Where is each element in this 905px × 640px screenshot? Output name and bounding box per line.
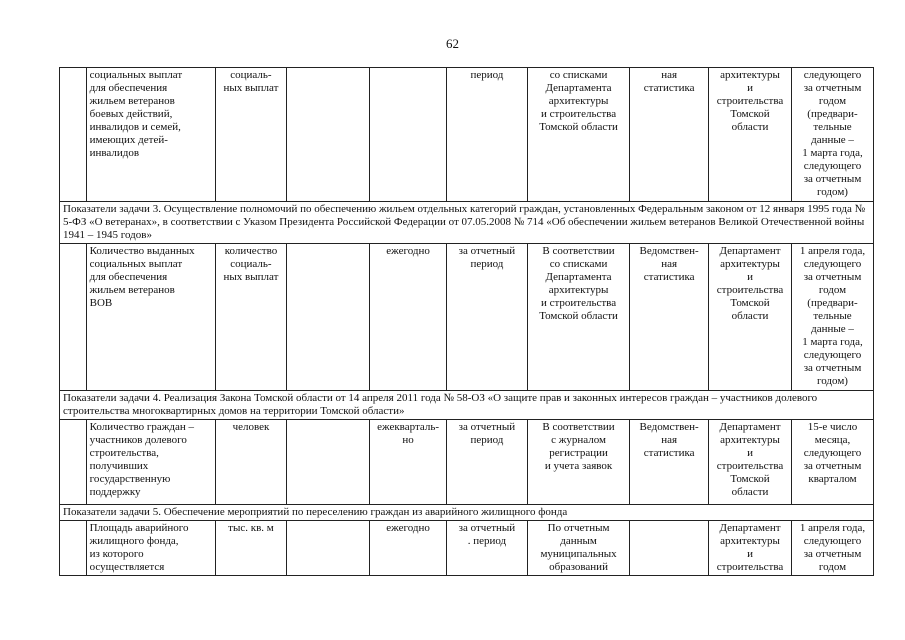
unit-cell: тыс. кв. м <box>215 521 287 576</box>
row-number-cell <box>60 420 87 505</box>
deadline-cell: 1 апреля года, следующего за отчетным годом <box>791 521 873 576</box>
data-source-cell <box>630 521 709 576</box>
frequency-cell <box>370 68 447 202</box>
section-row <box>60 391 874 420</box>
responsible-cell: Департамент архитектуры и строительства <box>709 521 792 576</box>
page-number: 62 <box>446 36 459 51</box>
algorithm-cell <box>287 68 370 202</box>
frequency-cell: ежегодно <box>370 521 447 576</box>
time-characteristic-cell: период <box>446 68 527 202</box>
section-row <box>60 202 874 244</box>
data-source-cell: Ведомствен- ная статистика <box>630 420 709 505</box>
indicators-table <box>59 67 874 576</box>
data-source-cell: Ведомствен- ная статистика <box>630 244 709 391</box>
deadline-cell: следующего за отчетным годом (предвари- тельные данные – 1 марта года, следующего за отчетным годом) <box>791 68 873 202</box>
method-cell: со списками Департамента архитектуры и строительства Томской области <box>527 68 629 202</box>
method-cell: По отчетным данным муниципальных образований <box>527 521 629 576</box>
frequency-cell: ежекварталь- но <box>370 420 447 505</box>
table-row <box>60 244 874 391</box>
frequency-cell: ежегодно <box>370 244 447 391</box>
row-number-cell <box>60 244 87 391</box>
section-heading-task-4: Показатели задачи 4. Реализация Закона Томской области от 14 апреля 2011 года № 58-ОЗ «О защите прав и законных интересов граждан – участников долевого строительства многоквартирных домов на территории Томской области» <box>60 391 874 420</box>
deadline-cell: 15-е число месяца, следующего за отчетным кварталом <box>791 420 873 505</box>
indicator-name-cell: Количество граждан – участников долевого строительства, получивших государственную поддержку <box>86 420 215 505</box>
algorithm-cell <box>287 244 370 391</box>
time-characteristic-cell: за отчетный период <box>446 420 527 505</box>
indicator-name-cell: Площадь аварийного жилищного фонда, из которого осуществляется <box>86 521 215 576</box>
table-row <box>60 420 874 505</box>
algorithm-cell <box>287 521 370 576</box>
responsible-cell: Департамент архитектуры и строительства Томской области <box>709 244 792 391</box>
time-characteristic-cell: за отчетный . период <box>446 521 527 576</box>
section-row <box>60 505 874 521</box>
algorithm-cell <box>287 420 370 505</box>
responsible-cell: архитектуры и строительства Томской области <box>709 68 792 202</box>
indicator-name-cell: Количество выданных социальных выплат для обеспечения жильем ветеранов ВОВ <box>86 244 215 391</box>
time-characteristic-cell: за отчетный период <box>446 244 527 391</box>
unit-cell: количество социаль- ных выплат <box>215 244 287 391</box>
table-row <box>60 68 874 202</box>
unit-cell: социаль- ных выплат <box>215 68 287 202</box>
row-number-cell <box>60 521 87 576</box>
section-heading-task-3: Показатели задачи 3. Осуществление полномочий по обеспечению жильем отдельных категорий граждан, установленных Федеральным законом от 12 января 1995 года № 5-ФЗ «О ветеранах», в соответствии с Указом Президента Российской Федерации от 07.05.2008 № 714 «Об обеспечении жильем ветеранов Великой Отечественной войны 1941 – 1945 годов» <box>60 202 874 244</box>
indicator-name-cell: социальных выплат для обеспечения жильем ветеранов боевых действий, инвалидов и семей, имеющих детей- инвалидов <box>86 68 215 202</box>
unit-cell: человек <box>215 420 287 505</box>
section-heading-task-5: Показатели задачи 5. Обеспечение мероприятий по переселению граждан из аварийного жилищного фонда <box>60 505 874 521</box>
method-cell: В соответствии с журналом регистрации и учета заявок <box>527 420 629 505</box>
row-number-cell <box>60 68 87 202</box>
table-row <box>60 521 874 576</box>
data-source-cell: ная статистика <box>630 68 709 202</box>
deadline-cell: 1 апреля года, следующего за отчетным годом (предвари- тельные данные – 1 марта года, следующего за отчетным годом) <box>791 244 873 391</box>
responsible-cell: Департамент архитектуры и строительства Томской области <box>709 420 792 505</box>
method-cell: В соответствии со списками Департамента архитектуры и строительства Томской области <box>527 244 629 391</box>
